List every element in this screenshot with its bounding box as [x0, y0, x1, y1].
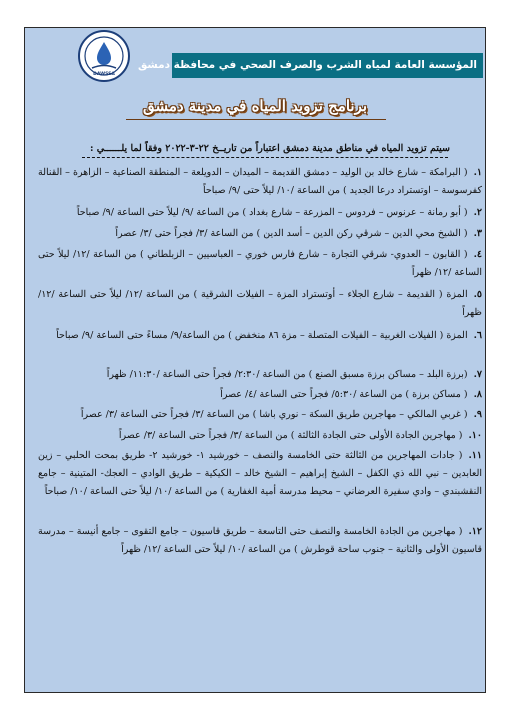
organization-logo	[78, 30, 130, 82]
logo-text: DAWSSA	[93, 72, 115, 77]
title-underline	[126, 119, 386, 120]
schedule-item	[38, 366, 482, 384]
item-text: ( غربي المالكي – مهاجرين طريق السكة – نوري باشا ) من الساعة /٣/ فجراً حتى الساعة /٣/ عصراً	[80, 409, 468, 420]
schedule-item	[38, 204, 482, 222]
item-number: ٥.	[473, 289, 483, 300]
item-number: ٨.	[473, 389, 482, 400]
item-text: (برزة البلد – مساكن برزة مسبق الصنع ) من الساعة /٢:٣٠/ فجراً حتى الساعة /١١:٣٠/ ظهراً	[106, 369, 468, 380]
schedule-item	[38, 447, 482, 501]
item-number: ٩.	[473, 409, 482, 420]
schedule-item	[38, 523, 482, 559]
organization-header: المؤسسة العامة لمياه الشرب والصرف الصحي في محافظة دمشق	[172, 53, 483, 78]
item-text: ( الشيخ محي الدين – شرقي ركن الدين – أسد الدين ) من الساعة /٣/ فجراً حتى /٣/ عصراً	[115, 228, 468, 239]
intro-underline	[82, 157, 448, 158]
schedule-item	[38, 406, 482, 424]
schedule-item	[38, 386, 482, 404]
item-text: ( جادات المهاجرين من الثالثة حتى الخامسة والنصف – خورشيد ١- خورشيد ٢- طريق بمحت الحلبي – زين العابدين – نبي الله ذي الكفل – الشيخ إبراهيم – الشيخ خالد – الكيكية – طريق الوادي – العجك- المتينية – جامع النقشبندي – وادي سفيرة العرضاني – محيط مدرسة أمية الغفارية ) من الساعة /١٠/ ليلاً حتى الساعة /١٠/ صباحاً	[38, 450, 482, 497]
document-frame	[24, 27, 486, 693]
item-text: المزة ( الفيلات الغربية – الفيلات المتصلة – مزة ٨٦ منخفض ) من الساعة/٩/ مساءً حتى الساعة /٩/ صباحاً	[56, 330, 468, 341]
item-number: ١٢.	[468, 526, 482, 537]
item-text: ( مهاجرين من الجادة الخامسة والنصف حتى التاسعة – طريق قاسيون – جامع التقوى – جامع أنيسة – مدرسة قاسيون الأولى والثانية – جنوب ساحة قوطرش ) من الساعة /١٠/ ليلاً حتى الساعة /١٢/ ظهراً	[38, 526, 482, 555]
item-text: المزة ( القديمة – شارع الجلاء – أوتستراد المزة – الفيلات الشرقية ) من الساعة /١٢/ ليلاً حتى الساعة /١٢/ ظهراً	[38, 289, 482, 318]
schedule-item	[38, 327, 482, 345]
item-text: ( مساكن برزة ) من الساعة /٥:٣٠/ فجراً حتى الساعة /٤/ عصراً	[220, 389, 468, 400]
intro-text: سيتم تزويد المياه في مناطق مدينة دمشق اعتباراً من تاريــخ ٢٢-٣-٢٠٢٢ وفقاً لما يلــــــي :	[89, 143, 450, 154]
item-number: ٤.	[473, 249, 483, 260]
item-number: ٦.	[473, 330, 482, 341]
item-number: ٢.	[473, 207, 482, 218]
item-text: ( مهاجرين الجادة الأولى حتى الجادة الثالثة ) من الساعة /٣/ فجراً حتى الساعة /٣/ عصراً	[118, 430, 463, 441]
item-text: ( البرامكة – شارع خالد بن الوليد – دمشق القديمة – الميدان – الدويلعة – المنطقة الصناعية – الزاهرة – القنالة كفرسوسة – اوتستراد درعا الجديد ) من الساعة /١٠/ ليلاً حتى /٩/ صباحاً	[38, 167, 482, 196]
item-text: ( أبو رمانة – عرنوس – فردوس – المزرعة – شارع بغداد ) من الساعة /٩/ ليلاً حتى الساعة /٩/ صباحاً	[76, 207, 468, 218]
item-text: ( القابون – العدوي- شرقي التجارة – شارع فارس خوري – العباسيين – الزبلطاني ) من الساعة /١٢/ ليلاً حتى الساعة /١٢/ ظهراً	[38, 249, 482, 278]
schedule-item	[38, 246, 482, 282]
schedule-item	[38, 164, 482, 200]
page-title: برنامج تزويد المياه في مدينة دمشق	[142, 97, 368, 115]
item-number: ٧.	[473, 369, 482, 380]
schedule-item	[38, 427, 482, 445]
schedule-item	[38, 225, 482, 243]
schedule-item	[38, 286, 482, 322]
item-number: ١.	[473, 167, 482, 178]
item-number: ١٠.	[468, 430, 482, 441]
item-number: ١١.	[468, 450, 482, 461]
item-number: ٣.	[473, 228, 482, 239]
